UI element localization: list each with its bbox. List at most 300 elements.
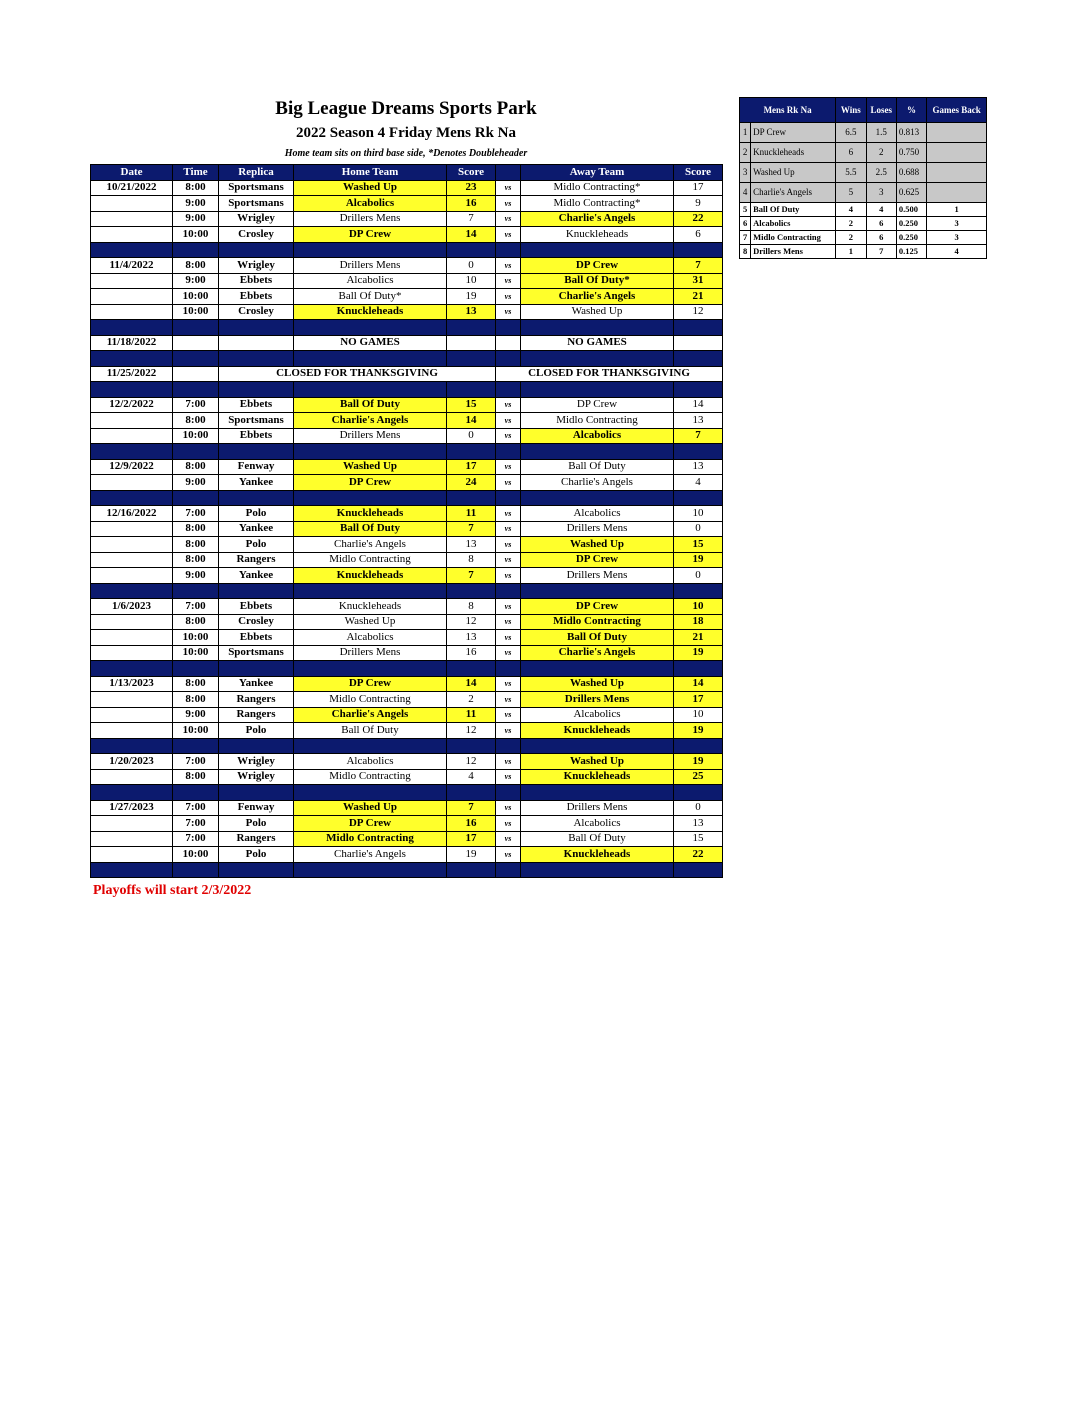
home-score: 16: [447, 645, 496, 661]
separator-cell: [219, 351, 294, 367]
away-team: Alcabolics: [521, 707, 674, 723]
standings-rank: 7: [740, 231, 751, 245]
standings-col-wins: Wins: [836, 98, 866, 123]
game-field: Yankee: [219, 475, 294, 491]
game-time: 10:00: [173, 428, 219, 444]
home-team: DP Crew: [294, 227, 447, 243]
away-score: 10: [674, 707, 723, 723]
game-date: [91, 552, 173, 568]
away-score: 18: [674, 614, 723, 630]
game-row: [91, 630, 723, 646]
game-row: [91, 413, 723, 429]
home-score: 24: [447, 475, 496, 491]
game-field: Yankee: [219, 568, 294, 584]
game-row: [91, 816, 723, 832]
week-separator: [91, 738, 723, 754]
separator-cell: [294, 785, 447, 801]
separator-cell: [521, 242, 674, 258]
home-score: 16: [447, 196, 496, 212]
game-row: [91, 707, 723, 723]
separator-cell: [447, 785, 496, 801]
standings-team: Alcabolics: [751, 217, 836, 231]
vs-label: vs: [496, 599, 521, 615]
game-field: Wrigley: [219, 211, 294, 227]
home-score: 7: [447, 800, 496, 816]
away-team: NO GAMES: [521, 335, 674, 351]
away-team: Charlie's Angels: [521, 289, 674, 305]
separator-cell: [173, 490, 219, 506]
away-score: 10: [674, 506, 723, 522]
game-date: [91, 211, 173, 227]
separator-cell: [91, 382, 173, 398]
game-time: 8:00: [173, 676, 219, 692]
game-time: 10:00: [173, 630, 219, 646]
vs-label: vs: [496, 289, 521, 305]
col-vs: [496, 165, 521, 181]
home-team: Alcabolics: [294, 630, 447, 646]
col-home-score: Score: [447, 165, 496, 181]
separator-cell: [447, 242, 496, 258]
separator-cell: [496, 242, 521, 258]
home-team: DP Crew: [294, 816, 447, 832]
separator-cell: [173, 862, 219, 878]
standings-team: DP Crew: [751, 123, 836, 143]
vs-label: vs: [496, 537, 521, 553]
away-team: Ball Of Duty: [521, 459, 674, 475]
game-time: 8:00: [173, 459, 219, 475]
game-row: [91, 599, 723, 615]
standings-games-back: 4: [927, 245, 987, 259]
away-team: Alcabolics: [521, 816, 674, 832]
away-score: 13: [674, 816, 723, 832]
game-field: Ebbets: [219, 273, 294, 289]
game-row: [91, 692, 723, 708]
vs-label: vs: [496, 304, 521, 320]
standings-pct: 0.625: [896, 183, 926, 203]
game-field: Ebbets: [219, 428, 294, 444]
separator-cell: [496, 785, 521, 801]
game-row: [91, 428, 723, 444]
vs-label: vs: [496, 630, 521, 646]
game-date: [91, 227, 173, 243]
vs-label: vs: [496, 847, 521, 863]
separator-cell: [496, 351, 521, 367]
home-team: Charlie's Angels: [294, 707, 447, 723]
separator-cell: [294, 320, 447, 336]
away-team: Knuckleheads: [521, 227, 674, 243]
away-team: Midlo Contracting: [521, 413, 674, 429]
home-score: 11: [447, 707, 496, 723]
game-row: [91, 506, 723, 522]
game-date: [91, 537, 173, 553]
game-time: 7:00: [173, 506, 219, 522]
vs-label: vs: [496, 506, 521, 522]
home-team: Ball Of Duty: [294, 723, 447, 739]
home-team: DP Crew: [294, 676, 447, 692]
away-team: Drillers Mens: [521, 568, 674, 584]
standings-games-back: 3: [927, 231, 987, 245]
separator-cell: [219, 583, 294, 599]
game-time: 7:00: [173, 599, 219, 615]
separator-cell: [91, 490, 173, 506]
separator-cell: [496, 661, 521, 677]
game-time: 8:00: [173, 521, 219, 537]
away-score: 21: [674, 289, 723, 305]
vs-label: vs: [496, 273, 521, 289]
away-team: Knuckleheads: [521, 847, 674, 863]
home-team: Midlo Contracting: [294, 552, 447, 568]
game-row: [91, 552, 723, 568]
away-team: Midlo Contracting*: [521, 180, 674, 196]
standings-rank: 8: [740, 245, 751, 259]
home-team: Ball Of Duty: [294, 521, 447, 537]
home-score: 14: [447, 227, 496, 243]
standings-wins: 5: [836, 183, 866, 203]
away-team: Knuckleheads: [521, 769, 674, 785]
col-away-team: Away Team: [521, 165, 674, 181]
separator-cell: [173, 444, 219, 460]
separator-cell: [91, 320, 173, 336]
game-time: 8:00: [173, 180, 219, 196]
away-score: 17: [674, 692, 723, 708]
separator-cell: [447, 583, 496, 599]
home-score: 0: [447, 428, 496, 444]
separator-cell: [521, 661, 674, 677]
separator-cell: [91, 785, 173, 801]
game-date: [91, 816, 173, 832]
separator-cell: [294, 490, 447, 506]
home-team: Midlo Contracting: [294, 831, 447, 847]
separator-cell: [521, 785, 674, 801]
home-score: 19: [447, 847, 496, 863]
home-team: Ball Of Duty: [294, 397, 447, 413]
away-score: 12: [674, 304, 723, 320]
page-title: Big League Dreams Sports Park: [275, 98, 537, 119]
separator-cell: [91, 583, 173, 599]
game-field: Rangers: [219, 831, 294, 847]
separator-cell: [674, 862, 723, 878]
schedule-note: Home team sits on third base side, *Denotes Doubleheader: [284, 148, 528, 159]
game-date: [91, 475, 173, 491]
away-score: 19: [674, 645, 723, 661]
game-time: 10:00: [173, 304, 219, 320]
separator-cell: [521, 490, 674, 506]
game-field: Fenway: [219, 459, 294, 475]
game-field: Yankee: [219, 676, 294, 692]
week-separator: [91, 351, 723, 367]
away-score: 6: [674, 227, 723, 243]
week-separator: [91, 661, 723, 677]
standings-pct: 0.688: [896, 163, 926, 183]
away-score: 19: [674, 723, 723, 739]
separator-cell: [447, 444, 496, 460]
game-time: 7:00: [173, 800, 219, 816]
col-away-score: Score: [674, 165, 723, 181]
game-time: 7:00: [173, 397, 219, 413]
standings-team: Ball Of Duty: [751, 203, 836, 217]
game-date: 12/2/2022: [91, 397, 173, 413]
home-score: 10: [447, 273, 496, 289]
away-score: 0: [674, 800, 723, 816]
standings-pct: 0.250: [896, 217, 926, 231]
standings-row: [740, 143, 987, 163]
away-team: Drillers Mens: [521, 521, 674, 537]
standings-row: [740, 245, 987, 259]
away-score: 9: [674, 196, 723, 212]
home-score: 17: [447, 459, 496, 475]
separator-cell: [674, 242, 723, 258]
week-separator: [91, 382, 723, 398]
col-date: Date: [91, 165, 173, 181]
standings-row: [740, 231, 987, 245]
separator-cell: [294, 242, 447, 258]
vs-label: vs: [496, 227, 521, 243]
vs-label: vs: [496, 831, 521, 847]
separator-cell: [521, 444, 674, 460]
separator-cell: [219, 785, 294, 801]
away-score: 19: [674, 754, 723, 770]
away-score: 10: [674, 599, 723, 615]
away-team: Alcabolics: [521, 428, 674, 444]
standings-loses: 3: [866, 183, 896, 203]
game-field: Yankee: [219, 521, 294, 537]
standings-pct: 0.250: [896, 231, 926, 245]
home-score: 7: [447, 568, 496, 584]
game-date: [91, 521, 173, 537]
home-score: 0: [447, 258, 496, 274]
home-score: 8: [447, 552, 496, 568]
separator-cell: [447, 320, 496, 336]
game-date: 12/16/2022: [91, 506, 173, 522]
standings-pct: 0.750: [896, 143, 926, 163]
separator-cell: [674, 661, 723, 677]
standings-pct: 0.500: [896, 203, 926, 217]
game-field: Crosley: [219, 304, 294, 320]
game-date: [91, 428, 173, 444]
game-time: 10:00: [173, 227, 219, 243]
home-score: [447, 335, 496, 351]
standings-rank: 1: [740, 123, 751, 143]
separator-cell: [173, 738, 219, 754]
game-date: [91, 289, 173, 305]
home-score: 13: [447, 304, 496, 320]
standings-loses: 4: [866, 203, 896, 217]
away-team: Midlo Contracting*: [521, 196, 674, 212]
game-field: [219, 335, 294, 351]
game-field: Crosley: [219, 227, 294, 243]
away-team: Knuckleheads: [521, 723, 674, 739]
game-time: 9:00: [173, 475, 219, 491]
game-date: 11/18/2022: [91, 335, 173, 351]
away-team: Ball Of Duty*: [521, 273, 674, 289]
separator-cell: [521, 738, 674, 754]
vs-label: vs: [496, 428, 521, 444]
away-team: Washed Up: [521, 537, 674, 553]
game-row: [91, 645, 723, 661]
standings-loses: 2.5: [866, 163, 896, 183]
away-team: Washed Up: [521, 754, 674, 770]
vs-label: vs: [496, 707, 521, 723]
standings-wins: 5.5: [836, 163, 866, 183]
home-team: Alcabolics: [294, 196, 447, 212]
standings-loses: 6: [866, 231, 896, 245]
standings-col-loses: Loses: [866, 98, 896, 123]
home-score: 4: [447, 769, 496, 785]
standings-games-back: [927, 123, 987, 143]
standings-rank: 5: [740, 203, 751, 217]
game-field: Polo: [219, 537, 294, 553]
game-field: Ebbets: [219, 599, 294, 615]
separator-cell: [91, 862, 173, 878]
game-field: Crosley: [219, 614, 294, 630]
vs-label: vs: [496, 769, 521, 785]
separator-cell: [447, 382, 496, 398]
vs-label: vs: [496, 258, 521, 274]
game-row: [91, 537, 723, 553]
home-score: 7: [447, 521, 496, 537]
game-date: 1/6/2023: [91, 599, 173, 615]
away-score: 15: [674, 831, 723, 847]
away-score: 4: [674, 475, 723, 491]
week-separator: [91, 444, 723, 460]
game-field: Wrigley: [219, 769, 294, 785]
game-row: [91, 180, 723, 196]
home-score: 23: [447, 180, 496, 196]
game-field: Rangers: [219, 552, 294, 568]
standings-team: Drillers Mens: [751, 245, 836, 259]
separator-cell: [447, 661, 496, 677]
away-team: Drillers Mens: [521, 800, 674, 816]
game-row: [91, 258, 723, 274]
home-team: Washed Up: [294, 180, 447, 196]
home-score: 7: [447, 211, 496, 227]
game-date: [91, 707, 173, 723]
separator-cell: [496, 862, 521, 878]
game-row: [91, 769, 723, 785]
standings-team: Washed Up: [751, 163, 836, 183]
home-team: Charlie's Angels: [294, 537, 447, 553]
home-team: Drillers Mens: [294, 645, 447, 661]
away-team: Washed Up: [521, 304, 674, 320]
standings-wins: 6.5: [836, 123, 866, 143]
away-score: [674, 335, 723, 351]
standings-wins: 2: [836, 231, 866, 245]
col-replica: Replica: [219, 165, 294, 181]
week-separator: [91, 490, 723, 506]
vs-label: vs: [496, 816, 521, 832]
week-separator: [91, 785, 723, 801]
game-field: Rangers: [219, 707, 294, 723]
away-score: 7: [674, 258, 723, 274]
home-team: Knuckleheads: [294, 599, 447, 615]
separator-cell: [674, 351, 723, 367]
away-score: 17: [674, 180, 723, 196]
away-team: Charlie's Angels: [521, 645, 674, 661]
separator-cell: [294, 738, 447, 754]
game-field: Polo: [219, 506, 294, 522]
game-time: 9:00: [173, 568, 219, 584]
game-date: [91, 630, 173, 646]
separator-cell: [219, 862, 294, 878]
away-team: Charlie's Angels: [521, 475, 674, 491]
game-time: 10:00: [173, 847, 219, 863]
standings-col-pct: %: [896, 98, 926, 123]
standings-col-team: Mens Rk Na: [740, 98, 836, 123]
game-date: [91, 614, 173, 630]
vs-label: vs: [496, 645, 521, 661]
game-row: [91, 273, 723, 289]
home-team: Washed Up: [294, 614, 447, 630]
standings-loses: 6: [866, 217, 896, 231]
col-home-team: Home Team: [294, 165, 447, 181]
game-row: [91, 211, 723, 227]
game-date: [91, 847, 173, 863]
separator-cell: [447, 490, 496, 506]
away-team: DP Crew: [521, 552, 674, 568]
separator-cell: [219, 444, 294, 460]
away-team: Midlo Contracting: [521, 614, 674, 630]
separator-cell: [496, 490, 521, 506]
vs-label: vs: [496, 800, 521, 816]
standings-rank: 6: [740, 217, 751, 231]
home-team: DP Crew: [294, 475, 447, 491]
schedule-table: [90, 164, 723, 878]
game-field: Polo: [219, 816, 294, 832]
home-score: 14: [447, 676, 496, 692]
separator-cell: [447, 351, 496, 367]
game-field: Ebbets: [219, 630, 294, 646]
game-time: 8:00: [173, 769, 219, 785]
home-score: 13: [447, 537, 496, 553]
game-row: [91, 289, 723, 305]
game-field: Sportsmans: [219, 196, 294, 212]
standings-rank: 2: [740, 143, 751, 163]
home-team: Drillers Mens: [294, 258, 447, 274]
game-time: [173, 335, 219, 351]
vs-label: vs: [496, 211, 521, 227]
separator-cell: [294, 661, 447, 677]
home-score: 12: [447, 723, 496, 739]
game-field: Wrigley: [219, 258, 294, 274]
game-date: [91, 692, 173, 708]
separator-cell: [219, 242, 294, 258]
game-row: [91, 676, 723, 692]
week-separator: [91, 320, 723, 336]
vs-label: vs: [496, 614, 521, 630]
standings-rank: 4: [740, 183, 751, 203]
separator-cell: [674, 320, 723, 336]
separator-cell: [521, 351, 674, 367]
separator-cell: [496, 444, 521, 460]
away-score: 22: [674, 847, 723, 863]
separator-cell: [674, 738, 723, 754]
standings-wins: 1: [836, 245, 866, 259]
game-time: 8:00: [173, 552, 219, 568]
week-separator: [91, 242, 723, 258]
game-date: [91, 645, 173, 661]
vs-label: vs: [496, 692, 521, 708]
standings-header-row: [740, 98, 987, 123]
home-team: Alcabolics: [294, 273, 447, 289]
game-row: [91, 847, 723, 863]
game-time: 10:00: [173, 645, 219, 661]
away-team: DP Crew: [521, 397, 674, 413]
separator-cell: [674, 444, 723, 460]
home-score: 17: [447, 831, 496, 847]
separator-cell: [91, 738, 173, 754]
separator-cell: [294, 444, 447, 460]
separator-cell: [219, 382, 294, 398]
